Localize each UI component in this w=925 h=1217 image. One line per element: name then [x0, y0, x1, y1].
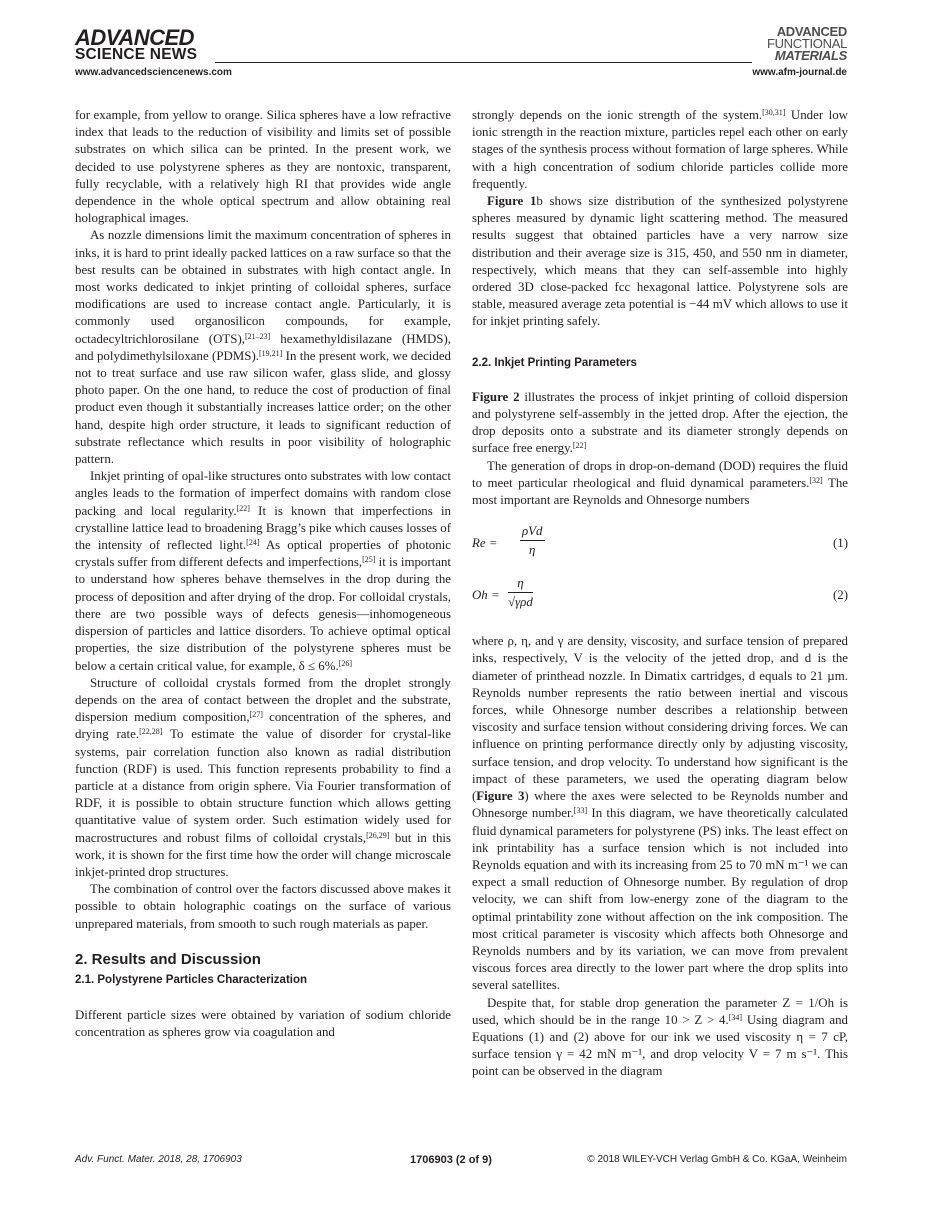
footer-page-number: 1706903 (2 of 9)	[410, 1154, 492, 1166]
journal-logo-line1: ADVANCED	[776, 24, 847, 39]
paragraph: Figure 2 illustrates the process of inkjet printing of colloid dispersion and polystyrene self-assembly in the jetted drop. After the ejection, the drop deposits onto a substrate and its diameter strongly depends on surface free energy.[22]	[472, 389, 848, 456]
subsection-heading: 2.2. Inkjet Printing Parameters	[472, 356, 637, 369]
footer-copyright: © 2018 WILEY-VCH Verlag GmbH & Co. KGaA, Weinheim	[587, 1154, 847, 1165]
equation-numerator: η	[508, 575, 533, 593]
reference[interactable]: [25]	[362, 555, 376, 565]
right-column	[472, 107, 848, 1081]
paragraph: Inkjet printing of opal-like structures onto substrates with low contact angles leads to the formation of imperfect domains with random close packing and local regularity.[22] It is known that imperfections in crystalline lattice lead to broadening Bragg’s pike which causes losses of the intensity of reflected light.[24] As optical properties of photonic crystals suffer from different defects and imperfections,[25] it is important to understand how spheres behave themselves in the drop during the process of deposition and after drying of the drop. For colloidal crystals, there are two possible ways of defects genesis—inhomogeneous dispersion of particles and lattice disorders. To achieve optimal optical properties, the size distribution of the polystyrene spheres must be below a certain critical value, for example, δ ≤ 6%.[26]	[75, 469, 452, 673]
equation-lhs: Re =	[472, 536, 498, 551]
equation-lhs: Oh =	[472, 588, 500, 603]
left-column	[75, 107, 451, 1042]
equation-number: (1)	[832, 536, 848, 551]
equation-1	[472, 523, 848, 567]
reference[interactable]: [22]	[236, 503, 250, 513]
reference[interactable]: [22]	[572, 441, 587, 451]
reference[interactable]: [33]	[573, 806, 588, 816]
reference[interactable]: [30,31]	[762, 108, 786, 117]
reference[interactable]: [26,29]	[366, 830, 390, 840]
journal-logo-line3: MATERIALS	[774, 48, 847, 63]
paragraph: where ρ, η, and γ are density, viscosity, and surface tension of prepared inks, respectively, V is the velocity of the jetted drop, and d is the diameter of printhead nozzle. In Dimatix cartridges, d equals to 21 µm. Reynolds number represents the ratio between inertial and viscous forces, while Ohnesorge number describes a relationship between viscosity and surface tension without considering driving forces. We can influence on printing performance directly only by adjusting viscosity, surface tension, and drop velocity. To understand how significant is the impact of these parameters, we used the operating diagram below (Figure 3) where the axes were selected to be Reynolds number and Ohnesorge number.[33] In this diagram, we have theoretically calculated fluid dynamical parameters for polystyrene (PS) inks. The least effect on ink printability has a surface tension which is not included into Reynolds equation and with its increasing from 25 to 70 mN m⁻¹ we can expect a small reduction of Ohnesorge number. By regulation of drop velocity, we can shift from low-energy zone of the diagram to the optimal printability zone without affection on the ink composition. The most critical parameter is viscosity which affects both Ohnesorge and Reynolds numbers and by its variation, we can move from prevalent viscous forces area directly to the lower part where the drop splits into several satellites.	[472, 634, 848, 993]
publisher-url[interactable]: www.advancedsciencenews.com	[75, 67, 232, 78]
equation-denominator: η	[529, 543, 536, 558]
equation-2	[472, 575, 848, 619]
reference[interactable]: [26]	[338, 658, 353, 668]
equation-numerator: ρVd	[520, 523, 545, 541]
paragraph: Structure of colloidal crystals formed from the droplet strongly depends on the area of contact between the droplet and the substrate, dispersion medium composition,[27] concentration of the spheres, and drying rate.[22,28] To estimate the value of disorder for crystal-like systems, pair correlation function also known as radial distribution function (RDF) is used. This function represents probability to find a particle at a distance from origin sphere. Via Fourier transformation of RDF, it is possible to obtain structure function which allows getting quantitative value of system order. Such estimation widely used for macrostructures and robust films of colloidal crystals,[26,29] but in this work, it is shown for the first time how the order will change microscale inkjet-printed drop structures.	[75, 675, 452, 879]
reference[interactable]: [24]	[246, 538, 260, 548]
paragraph: Figure 1b shows size distribution of the synthesized polystyrene spheres measured by dynamic light scattering method. The measured results suggest that obtained particles have a very narrow size distribution and their average size is 315, 450, and 550 nm in diameter, respectively, which means that they can self-assemble into highly ordered 3D close-packed fcc hexagonal lattice. Polystyrene sols are stable, measured average zeta potential is −44 mV which allows to use it for inkjet printing safely.	[472, 194, 848, 329]
equation-denominator: √γρd	[508, 595, 533, 610]
paragraph: Different particle sizes were obtained by variation of sodium chloride concentration as spheres grow via coagulation and	[75, 1008, 451, 1040]
logo-advanced: ADVANCED	[75, 25, 195, 50]
journal-logo-line2: FUNCTIONAL	[766, 36, 847, 51]
paragraph: The generation of drops in drop-on-demand (DOD) requires the fluid to meet particular rheological and fluid dynamical parameters.[32] The most important are Reynolds and Ohnesorge numbers	[472, 458, 848, 508]
subsection-heading: 2.1. Polystyrene Particles Characterization	[75, 973, 308, 986]
reference[interactable]: [32]	[809, 475, 823, 485]
reference[interactable]: [22,28]	[139, 727, 163, 737]
logo-science-news: SCIENCE NEWS	[75, 46, 198, 63]
equation-fraction	[508, 575, 533, 611]
reference[interactable]: [34]	[728, 1012, 743, 1022]
journal-url[interactable]: www.afm-journal.de	[752, 67, 847, 78]
footer-citation: Adv. Funct. Mater. 2018, 28, 1706903	[75, 1154, 242, 1165]
figure-link[interactable]: Figure 3	[476, 789, 525, 804]
equation-number: (2)	[832, 588, 848, 603]
paragraph: strongly depends on the ionic strength of the system.[30,31] Under low ionic strength in the reaction mixture, particles repel each other on early stages of the synthesis process without formation of large spheres. While with a high concentration of sodium chloride particles collide more frequently.	[472, 108, 848, 191]
journal-logo	[767, 26, 847, 62]
figure-link[interactable]: Figure 2	[472, 389, 520, 404]
equation-fraction	[520, 523, 545, 559]
paragraph: Despite that, for stable drop generation the parameter Z = 1/Oh is used, which should be in the range 10 > Z > 4.[34] Using diagram and Equations (1) and (2) above for our ink we used viscosity η = 7 cP, surface tension γ = 42 mN m⁻¹, and drop velocity V = 7 m s⁻¹. This point can be observed in the diagram	[472, 995, 848, 1079]
paragraph: for example, from yellow to orange. Silica spheres have a low refractive index that leads to the reduction of visibility and limits set of possible substrates on which silica can be printed. In the present work, we decided to use polystyrene spheres as they are nontoxic, transparent, fully recyclable, with a relatively high RI that provides wide angle dependence in the whole optical spectrum and allow obtaining real holographical images.	[75, 108, 451, 226]
section-heading: 2. Results and Discussion	[75, 950, 261, 968]
header-rule	[215, 62, 752, 63]
paragraph: The combination of control over the factors discussed above makes it possible to obtain holographic coatings on the surface of various unprepared materials, from smooth to such rough materials as paper.	[75, 882, 451, 931]
paragraph: As nozzle dimensions limit the maximum concentration of spheres in inks, it is hard to print ideally packed lattices on a raw surface so that the best results can be obtained in substrates with high contact angle. In most works dedicated to inkjet printing of colloidal spheres, surface modifications are used to increase contact angle. Particularly, it is commonly used organosilicon compounds, for example, octadecyltrichlorosilane (OTS),[21–23] hexamethyldisilazane (HMDS), and polydimethylsiloxane (PDMS).[19,21] In the present work, we decided not to treat surface and use raw silicon wafer, glass slide, and glossy photo paper. On the one hand, to reduce the cost of production of final product even though it substantially increases lattice order; on the other hand, despite high order structure, it leads to significant reduction of substrate reflectance which results in poor visibility of holographic pattern.	[75, 228, 452, 467]
publisher-logo	[75, 25, 198, 63]
reference[interactable]: [21–23]	[244, 331, 271, 341]
reference[interactable]: [27]	[249, 710, 263, 720]
reference[interactable]: [19,21]	[258, 348, 283, 358]
figure-link[interactable]: Figure 1	[487, 194, 537, 209]
